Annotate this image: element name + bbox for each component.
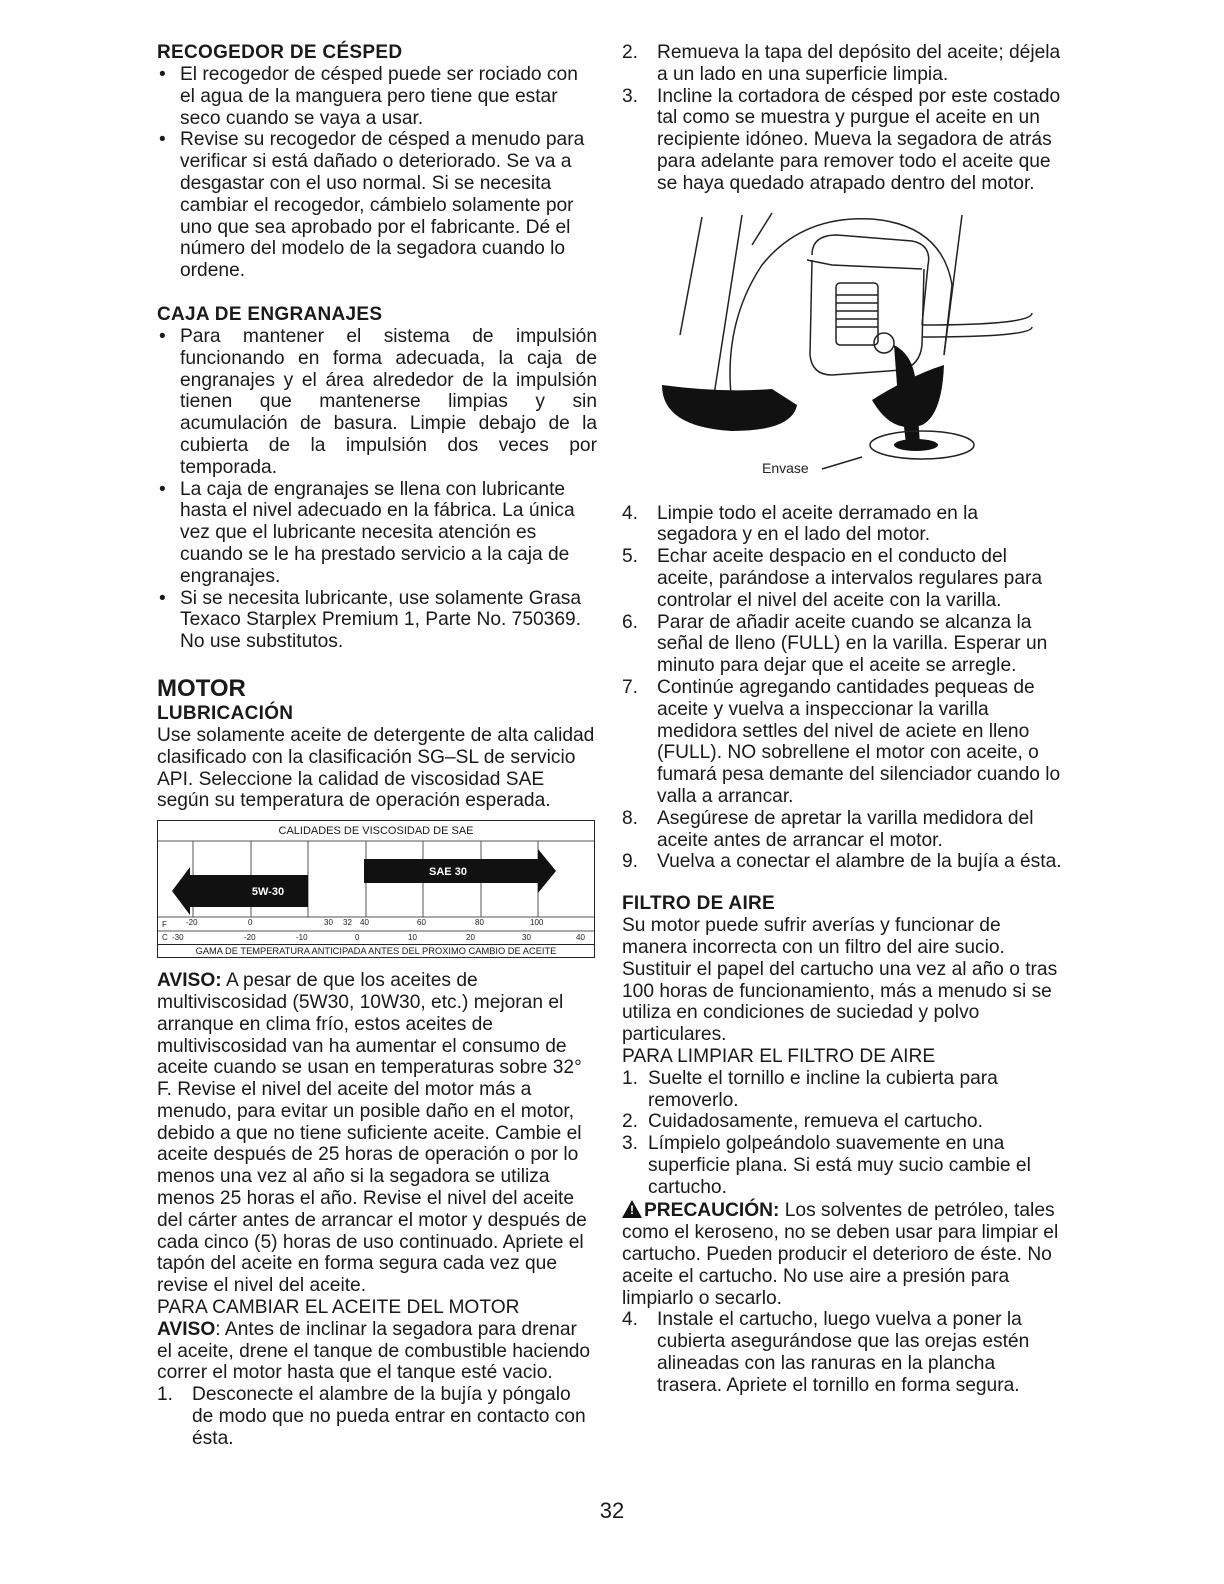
mower-tilted-illustration [622, 205, 1062, 495]
list-item [622, 808, 1062, 852]
lubrication-intro: Use solamente aceite de detergente de alta calidad clasificado con la clasificación SG–SL de servicio API. Seleccione la calidad de viscosidad SAE según su temperatura de operación esperada. [157, 724, 595, 812]
viscosity-chart-graphic [158, 821, 594, 957]
step-text: Limpie todo el aceite derramado en la segadora y en el lado del motor. [657, 502, 979, 546]
c-tick: 40 [576, 933, 585, 943]
change-oil-steps [157, 1384, 597, 1449]
mower-wheel-left [662, 385, 797, 431]
step-text: Instale el cartucho, luego vuelva a poner la cubierta asegurándose que las orejas estén alineadas con las ranuras en la plancha trasera. Apriete el tornillo en forma segura. [657, 1309, 1030, 1396]
step-number: 1. [622, 1067, 639, 1089]
caution-paragraph [622, 1198, 1062, 1309]
step-number: 9. [622, 851, 639, 873]
clean-filter-heading: PARA LIMPIAR EL FILTRO DE AIRE [622, 1045, 936, 1067]
c-axis-label: C [162, 933, 168, 943]
c-tick: -30 [172, 933, 184, 943]
grass-catcher-heading: RECOGEDOR DE CÉSPED [157, 42, 403, 63]
list-item [622, 677, 1062, 808]
list-item [622, 1133, 1062, 1198]
step-text: Parar de añadir aceite cuando se alcanza la señal de lleno (FULL) en la varilla. Esperar un minuto para dejar que el aceite se arregle. [657, 611, 1048, 677]
step-number: 8. [622, 807, 639, 829]
step-text: Asegúrese de apretar la varilla medidora del aceite antes de arrancar el motor. [657, 807, 1034, 851]
motor-heading: MOTOR [157, 674, 246, 702]
c-tick: 0 [355, 933, 360, 943]
step-text: Remueva la tapa del depósito del aceite; déjela a un lado en una superficie limpia. [657, 42, 1061, 85]
list-item [622, 612, 1062, 677]
viscosity-chart [157, 820, 595, 958]
f-axis-label: F [162, 920, 167, 930]
f-tick: 100 [530, 918, 544, 928]
air-filter-step-4 [622, 1309, 1062, 1396]
list-item [157, 1384, 597, 1449]
f-tick: 32 [343, 918, 352, 928]
step-text: Vuelva a conectar el alambre de la bujía a ésta. [657, 851, 1062, 873]
step-text: Incline la cortadora de césped por este costado tal como se muestra y purgue el aceite en un recipiente idóneo. Mueva la segadora de atrás para adelante para remover todo el aceite que se haya quedado atrapado dentro del motor. [657, 85, 1061, 194]
change-oil-steps-final [622, 503, 1062, 874]
aviso-text: A pesar de que los aceites de multiviscosidad (5W30, 10W30, etc.) mejoran el arranque en clima frío, estos aceites de multiviscosidad van ha aumentar el consumo de aceite cuando se usan en temperaturas sobre 32° F. Revise el nivel del aceite del motor más a menudo, para evitar un posible daño en el motor, debido a que no tiene suficiente aceite. Cambie el aceite después de 25 horas de operación o por lo menos una vez al año si la segadora se utiliza menos 25 horas el año. Revise el nivel del aceite del cárter antes de arrancar el motor y después de cada cinco (5) horas de uso continuado. Apriete el tapón del aceite en forma segura cada vez que revise el nivel del aceite. [157, 970, 587, 1297]
change-oil-steps-continued [622, 42, 1062, 195]
aviso-label: AVISO [157, 1318, 216, 1340]
list-item [622, 546, 1062, 611]
right-column [622, 42, 1062, 1397]
list-item [622, 1309, 1062, 1396]
5w30-band [172, 867, 308, 915]
gearbox-list [157, 326, 597, 653]
aviso-drain [157, 1319, 597, 1384]
lubrication-subheading: LUBRICACIÓN [157, 702, 294, 724]
step-number: 5. [622, 546, 639, 568]
c-tick: 10 [408, 933, 417, 943]
step-text: Límpielo golpeándolo suavemente en una superficie plana. Si está muy sucio cambie el cartucho. [648, 1133, 1031, 1198]
list-item [622, 42, 1062, 86]
list-item: • La caja de engranajes se llena con lubricante hasta el nivel adecuado en la fábrica. La única vez que el lubricante necesita atención es cuando se le ha prestado servicio a la caja de engranajes. [157, 479, 597, 588]
list-item: • Si se necesita lubricante, use solamente Grasa Texaco Starplex Premium 1, Parte No. 750369. No use substitutos. [157, 588, 597, 653]
list-item: • El recogedor de césped puede ser rociado con el agua de la manguera pero tiene que estar seco cuando se vaya a usar. [157, 64, 597, 129]
step-number: 1. [157, 1384, 174, 1406]
step-text: Continúe agregando cantidades pequeas de aceite y vuelva a inspeccionar la varilla medidora settles del nivel de aciete en lleno (FULL). NO sobrellene el motor con aceite, o fumará pesa demante del silenciador cuando lo valla a arrancar. [657, 676, 1061, 807]
step-number: 3. [622, 1133, 639, 1155]
air-filter-intro: Su motor puede sufrir averías y funcionar de manera incorrecta con un filtro del aire sucio. Sustituir el papel del cartucho una vez al año o tras 100 horas de funcionamiento, más a menudo si se utiliza en condiciones de suciedad y polvo particulares. [622, 915, 1058, 1046]
list-item [622, 1111, 1062, 1133]
step-text: Desconecte el alambre de la bujía y póngalo de modo que no pueda entrar en contacto con ésta. [192, 1384, 586, 1449]
f-tick: 40 [360, 918, 369, 928]
5w30-label: 5W-30 [251, 886, 285, 899]
f-tick: 30 [324, 918, 333, 928]
viscosity-chart-title: CALIDADES DE VISCOSIDAD DE SAE [278, 825, 474, 838]
caution-text: Los solventes de petróleo, tales como el keroseno, no se deben usar para limpiar el cartucho. Pueden producir el deterioro de éste. No aceite el cartucho. No use aire a presión para limpiarlo o secarlo. [622, 1200, 1059, 1309]
sae30-label: SAE 30 [429, 866, 467, 879]
aviso-multiviscosity [157, 970, 597, 1297]
list-item [622, 851, 1062, 873]
f-tick: -20 [186, 918, 198, 928]
viscosity-chart-footer: GAMA DE TEMPERATURA ANTICIPADA ANTES DEL PROXIMO CAMBIO DE ACEITE [158, 944, 594, 957]
aviso-label: AVISO: [157, 970, 222, 992]
c-tick: -10 [296, 933, 308, 943]
gearbox-heading: CAJA DE ENGRANAJES [157, 303, 383, 325]
list-item: • Revise su recogedor de césped a menudo para verificar si está dañado o deteriorado. Se va a desgastar con el uso normal. Si se necesita cambiar el recogedor, cámbielo solamente por uno que sea aprobado por el fabricante. Dé el número del modelo de la segadora cuando lo ordene. [157, 129, 597, 282]
step-text: Cuidadosamente, remueva el cartucho. [648, 1111, 983, 1133]
step-text: Echar aceite despacio en el conducto del aceite, parándose a intervalos regulares para controlar el nivel del aceite con la varilla. [657, 546, 1043, 611]
list-item [622, 86, 1062, 195]
change-oil-heading: PARA CAMBIAR EL ACEITE DEL MOTOR [157, 1297, 520, 1319]
warning-icon [622, 1200, 642, 1218]
list-item: • Para mantener el sistema de impulsión funcionando en forma adecuada, la caja de engranajes y el área alrededor de la impulsión tienen que mantenerse limpias y sin acumulación de basura. Limpie debajo de la cubierta de la impulsión dos veces por temporada. [157, 326, 597, 479]
step-number: 3. [622, 85, 639, 107]
step-number: 2. [622, 1111, 639, 1133]
air-filter-steps [622, 1068, 1062, 1199]
caution-label: PRECAUCIÓN: [644, 1200, 780, 1222]
step-number: 4. [622, 1309, 639, 1331]
list-item [622, 1068, 1062, 1112]
container-label: Envase [762, 459, 809, 476]
list-item [622, 503, 1062, 547]
oil-drain-illustration [622, 205, 1062, 495]
step-text: Suelte el tornillo e incline la cubierta para removerlo. [648, 1067, 998, 1111]
f-tick: 60 [417, 918, 426, 928]
left-column [157, 42, 597, 1450]
aviso-text: : Antes de inclinar la segadora para drenar el aceite, drene el tanque de combustible haciendo correr el motor hasta que el tanque esté vacio. [157, 1318, 591, 1384]
c-tick: 20 [466, 933, 475, 943]
step-number: 2. [622, 42, 639, 63]
page-number: 32 [599, 1498, 625, 1523]
grass-catcher-list [157, 64, 597, 282]
f-tick: 0 [248, 918, 253, 928]
f-tick: 80 [475, 918, 484, 928]
c-tick: -20 [244, 933, 256, 943]
step-number: 4. [622, 502, 639, 524]
air-filter-heading: FILTRO DE AIRE [622, 893, 776, 915]
step-number: 7. [622, 676, 639, 698]
c-tick: 30 [522, 933, 531, 943]
step-number: 6. [622, 611, 639, 633]
